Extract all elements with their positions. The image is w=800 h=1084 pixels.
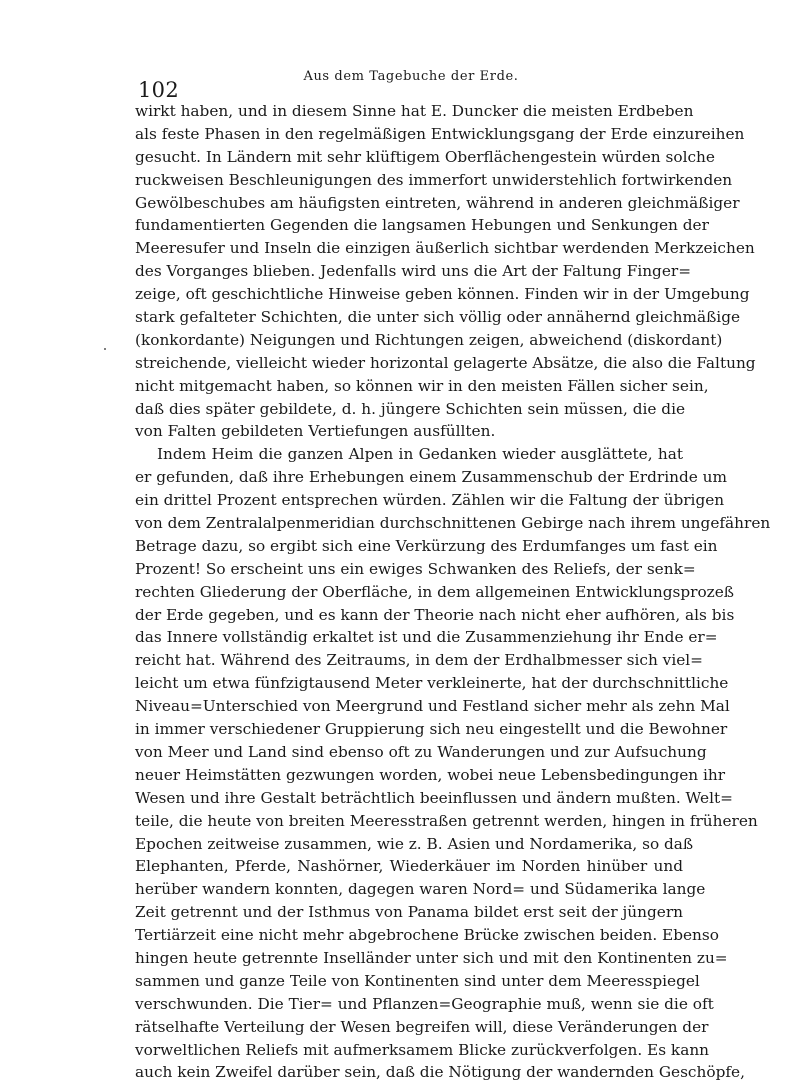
text-line: neuer Heimstätten gezwungen worden, wobei neue Lebensbedingungen ihr <box>135 765 726 784</box>
text-line: leicht um etwa fünfzigtausend Meter verkleinerte, hat der durchschnittliche <box>135 674 729 693</box>
text-line: von dem Zentralalpenmeridian durchschnittenen Gebirge nach ihrem ungefähren <box>135 514 771 533</box>
text-line: Prozent! So erscheint uns ein ewiges Schwanken des Reliefs, der senk= <box>135 559 696 578</box>
text-line: das Innere vollständig erkaltet ist und die Zusammenziehung ihr Ende er= <box>135 628 718 647</box>
text-line: in immer verschiedener Gruppierung sich neu eingestellt und die Bewohner <box>135 720 728 739</box>
text-line: ruckweisen Beschleunigungen des immerfort unwiderstehlich fortwirkenden <box>135 170 733 189</box>
text-line: Zeit getrennt und der Isthmus von Panama bildet erst seit der jüngern <box>135 903 683 922</box>
text-line: Epochen zeitweise zusammen, wie z. B. Asien und Nordamerika, so daß <box>135 834 694 853</box>
text-line: verschwunden. Die Tier= und Pflanzen=Geographie muß, wenn sie die oft <box>135 994 714 1013</box>
text-line: vorweltlichen Reliefs mit aufmerksamem Blicke zurückverfolgen. Es kann <box>135 1040 710 1059</box>
text-line: rätselhafte Verteilung der Wesen begreifen will, diese Veränderungen der <box>135 1017 709 1036</box>
text-line: von Meer und Land sind ebenso oft zu Wanderungen und zur Aufsuchung <box>135 742 707 761</box>
text-line: als feste Phasen in den regelmäßigen Entwicklungsgang der Erde einzureihen <box>135 124 745 143</box>
text-line: er gefunden, daß ihre Erhebungen einem Zusammenschub der Erdrinde um <box>135 468 728 487</box>
text-line: Tertiärzeit eine nicht mehr abgebrochene Brücke zwischen beiden. Ebenso <box>135 926 719 945</box>
text-line: Niveau=Unterschied von Meergrund und Festland sicher mehr als zehn Mal <box>135 697 730 716</box>
text-line: zeige, oft geschichtliche Hinweise geben können. Finden wir in der Umgebung <box>135 285 750 304</box>
text-line: des Vorganges blieben. Jedenfalls wird uns die Art der Faltung Finger= <box>135 262 692 281</box>
text-line: reicht hat. Während des Zeitraums, in dem der Erdhalbmesser sich viel= <box>135 651 703 670</box>
text-line: nicht mitgemacht haben, so können wir in den meisten Fällen sicher sein, <box>135 376 709 395</box>
text-line: gesucht. In Ländern mit sehr klüftigem Oberflächengestein würden solche <box>135 147 715 166</box>
body-text <box>135 100 771 1084</box>
margin-mark <box>104 348 106 350</box>
text-line: teile, die heute von breiten Meeresstraßen getrennt werden, hingen in früheren <box>135 811 758 830</box>
text-line: Wesen und ihre Gestalt beträchtlich beeinflussen und ändern mußten. Welt= <box>135 788 733 807</box>
text-line: daß dies später gebildete, d. h. jüngere Schichten sein müssen, die die <box>135 399 686 418</box>
running-header: Aus dem Tagebuche der Erde. <box>303 69 519 84</box>
text-line: fundamentierten Gegenden die langsamen Hebungen und Senkungen der <box>135 216 709 235</box>
text-line: (konkordante) Neigungen und Richtungen zeigen, abweichend (diskordant) <box>135 330 723 349</box>
text-line: Gewölbeschubes am häufigsten eintreten, während in anderen gleichmäßiger <box>135 193 740 212</box>
paragraph-first-line: Indem Heim die ganzen Alpen in Gedanken wieder ausglättete, hat <box>157 445 683 464</box>
text-line: rechten Gliederung der Oberfläche, in dem allgemeinen Entwicklungsprozeß <box>135 582 735 601</box>
text-line: wirkt haben, und in diesem Sinne hat E. Duncker die meisten Erdbeben <box>135 102 694 120</box>
page-number: 102 <box>138 78 179 102</box>
text-line: stark gefalteter Schichten, die unter sich völlig oder annähernd gleichmäßige <box>135 308 741 327</box>
text-line: Betrage dazu, so ergibt sich eine Verkürzung des Erdumfanges um fast ein <box>135 536 718 555</box>
text-line: streichende, vielleicht wieder horizontal gelagerte Absätze, die also die Faltung <box>135 353 756 372</box>
text-line: auch kein Zweifel darüber sein, daß die Nötigung der wandernden Geschöpfe, <box>135 1063 745 1082</box>
text-line: sammen und ganze Teile von Kontinenten sind unter dem Meeresspiegel <box>135 971 700 990</box>
text-line: ein drittel Prozent entsprechen würden. Zählen wir die Faltung der übrigen <box>135 491 725 510</box>
text-line: herüber wandern konnten, dagegen waren Nord= und Südamerika lange <box>135 880 706 899</box>
text-line: der Erde gegeben, und es kann der Theorie nach nicht eher aufhören, als bis <box>135 605 735 624</box>
text-line: hingen heute getrennte Inselländer unter sich und mit den Kontinenten zu= <box>135 948 728 967</box>
text-line: Meeresufer und Inseln die einzigen äußerlich sichtbar werdenden Merkzeichen <box>135 239 755 258</box>
text-line: Elephanten, Pferde, Nashörner, Wiederkäuer im Norden hinüber und <box>135 857 683 876</box>
paragraph-last-line: von Falten gebildeten Vertiefungen ausfüllten. <box>135 422 496 441</box>
